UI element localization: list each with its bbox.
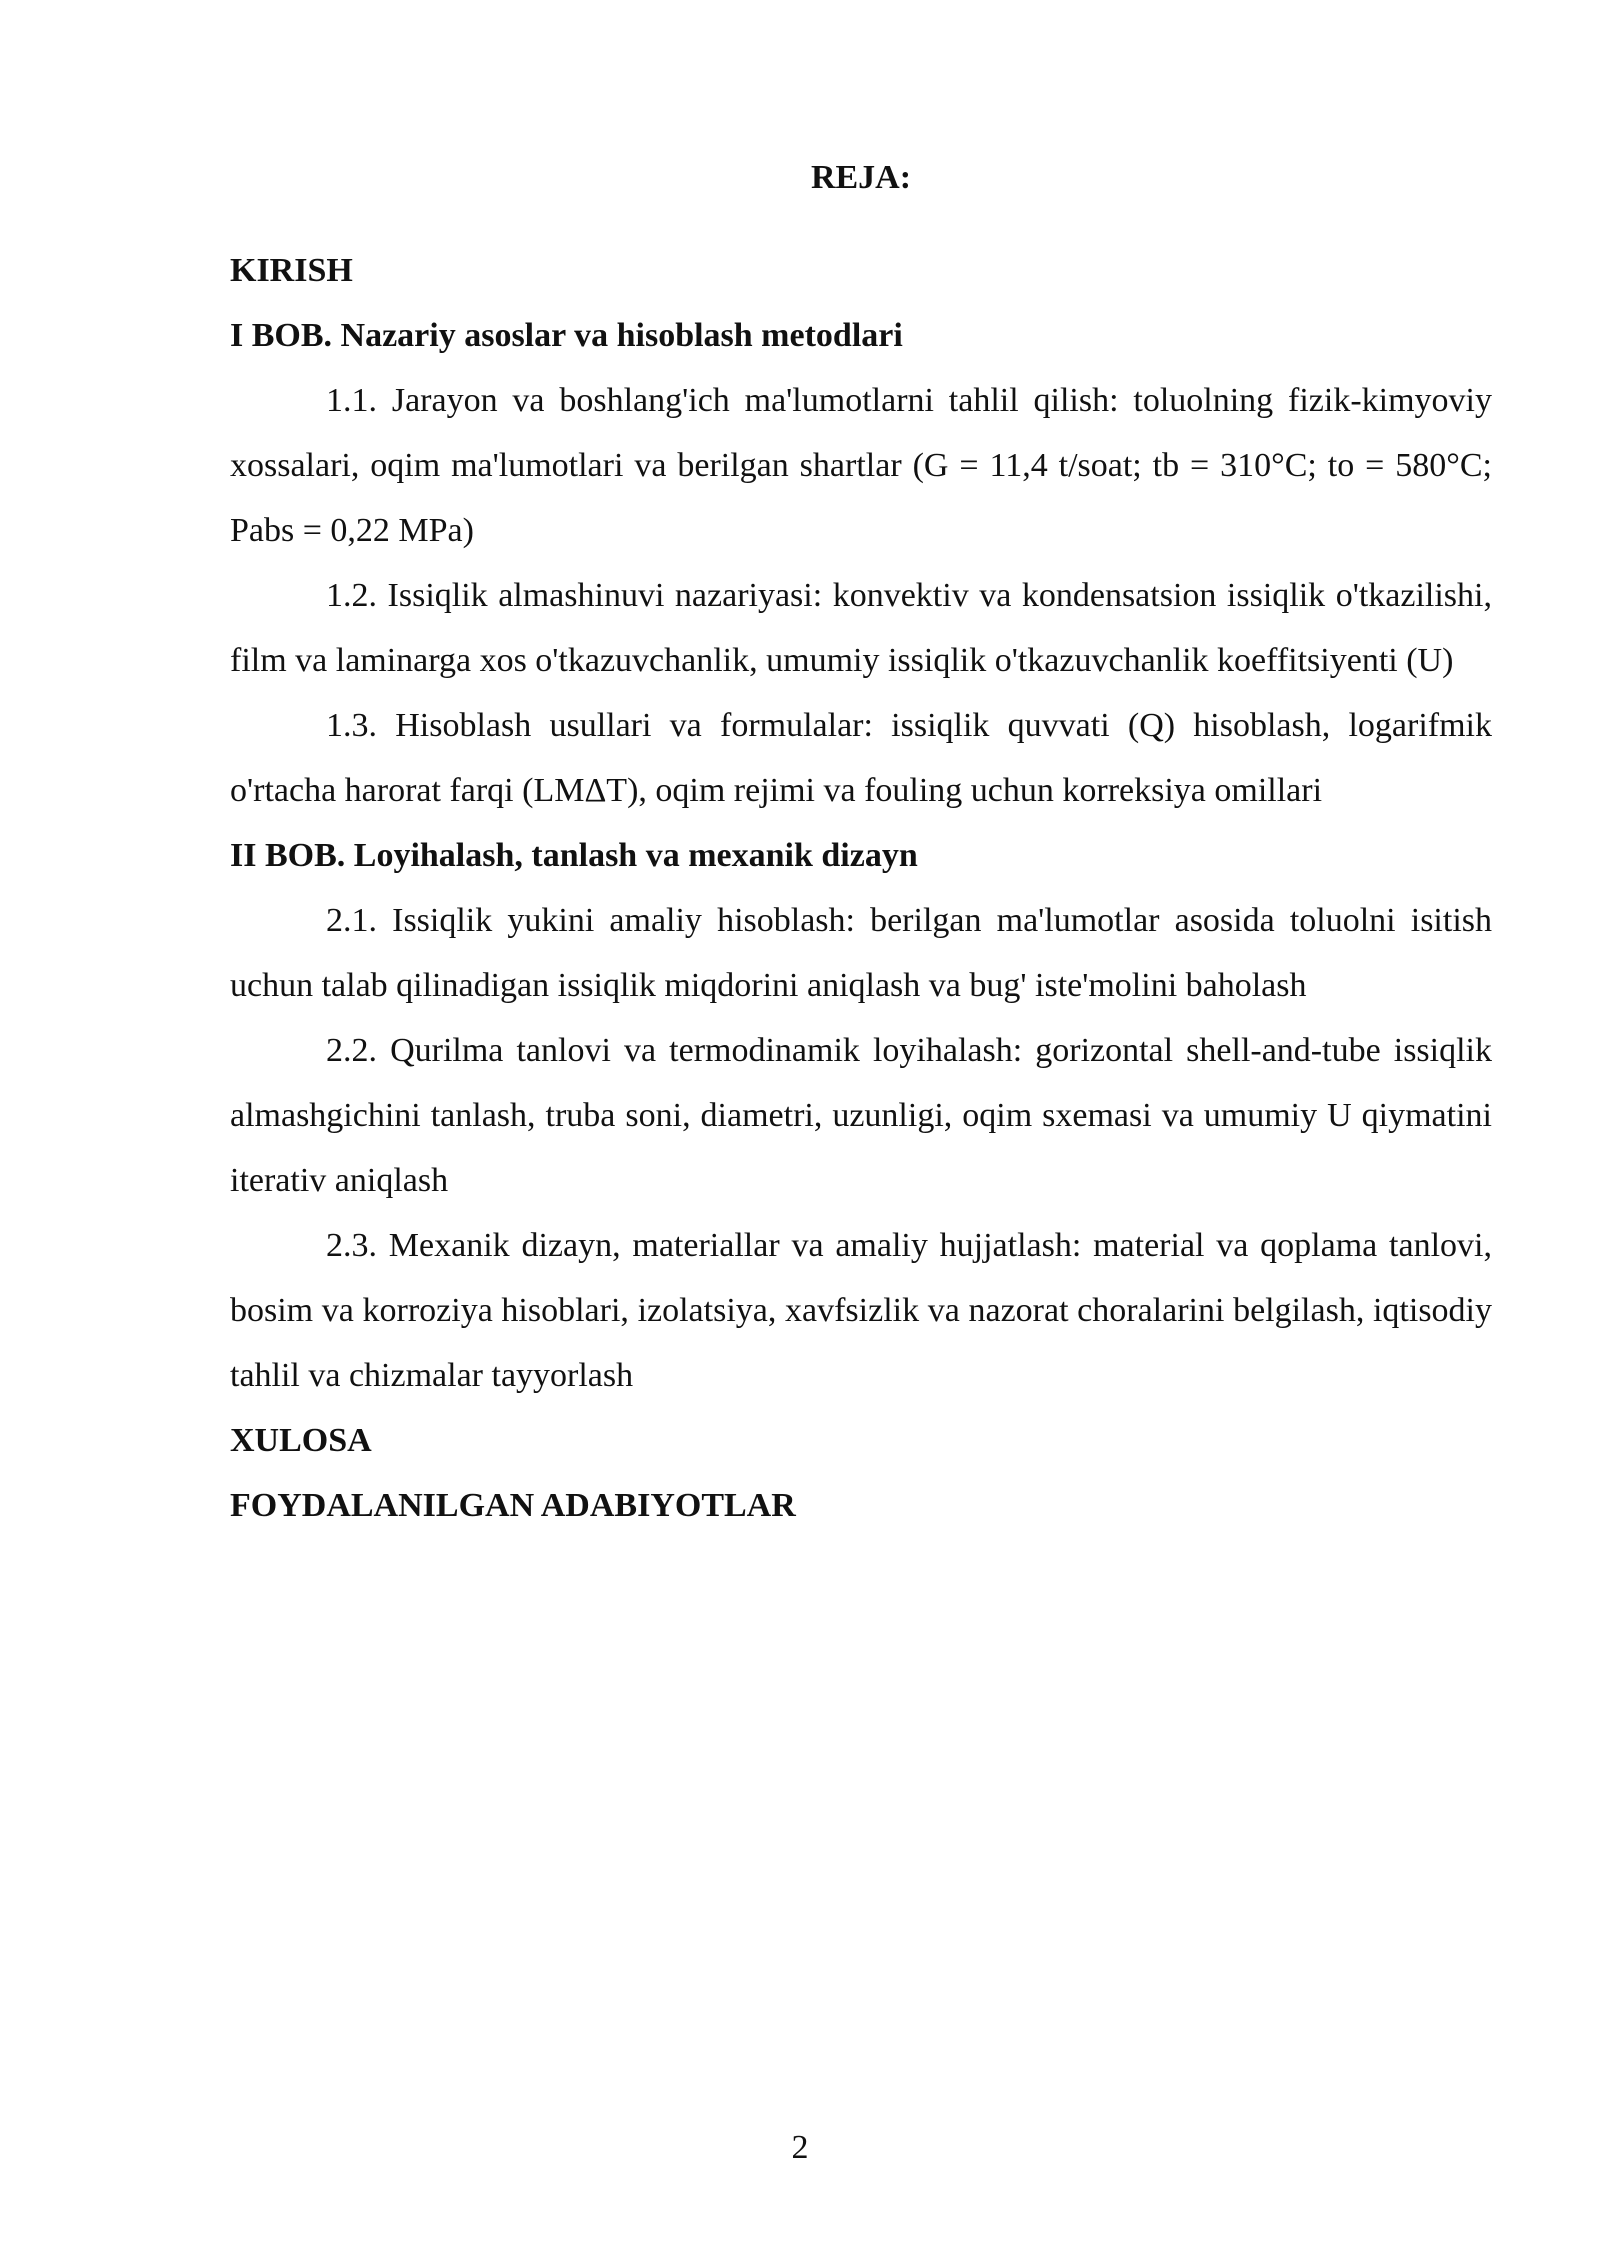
- toc-heading-chapter-2: II BOB. Loyihalash, tanlash va mexanik dizayn: [230, 837, 918, 874]
- toc-heading-conclusion: XULOSA: [230, 1422, 372, 1459]
- toc-heading-references: FOYDALANILGAN ADABIYOTLAR: [230, 1487, 796, 1524]
- toc-item-1-3: 1.3. Hisoblash usullari va formulalar: issiqlik quvvati (Q) hisoblash, logarifmik o'rtacha harorat farqi (LMΔT), oqim rejimi va fouling uchun korreksiya omillari: [230, 707, 1492, 809]
- toc-item-2-2: 2.2. Qurilma tanlovi va termodinamik loyihalash: gorizontal shell-and-tube issiqlik almashgichini tanlash, truba soni, diametri, uzunligi, oqim sxemasi va umumiy U qiymatini iterativ aniqlash: [230, 1032, 1492, 1199]
- toc-heading-introduction: KIRISH: [230, 252, 353, 289]
- page-title: REJA:: [810, 159, 912, 196]
- toc-item-1-2: 1.2. Issiqlik almashinuvi nazariyasi: konvektiv va kondensatsion issiqlik o'tkazilishi, film va laminarga xos o'tkazuvchanlik, umumiy issiqlik o'tkazuvchanlik koeffitsiyenti (U): [230, 577, 1492, 679]
- toc-heading-chapter-1: I BOB. Nazariy asoslar va hisoblash metodlari: [230, 317, 903, 354]
- toc-item-1-1: 1.1. Jarayon va boshlang'ich ma'lumotlarni tahlil qilish: toluolning fizik-kimyoviy xossalari, oqim ma'lumotlari va berilgan shartlar (G = 11,4 t/soat; tb = 310°C; to = 580°C; Pabs = 0,22 MPa): [230, 382, 1492, 549]
- page-number: 2: [791, 2129, 809, 2166]
- table-of-contents: [230, 148, 1492, 1538]
- toc-item-2-3: 2.3. Mexanik dizayn, materiallar va amaliy hujjatlash: material va qoplama tanlovi, bosim va korroziya hisoblari, izolatsiya, xavfsizlik va nazorat choralarini belgilash, iqtisodiy tahlil va chizmalar tayyorlash: [230, 1227, 1492, 1394]
- toc-item-2-1: 2.1. Issiqlik yukini amaliy hisoblash: berilgan ma'lumotlar asosida toluolni isitish uchun talab qilinadigan issiqlik miqdorini aniqlash va bug' iste'molini baholash: [230, 902, 1492, 1004]
